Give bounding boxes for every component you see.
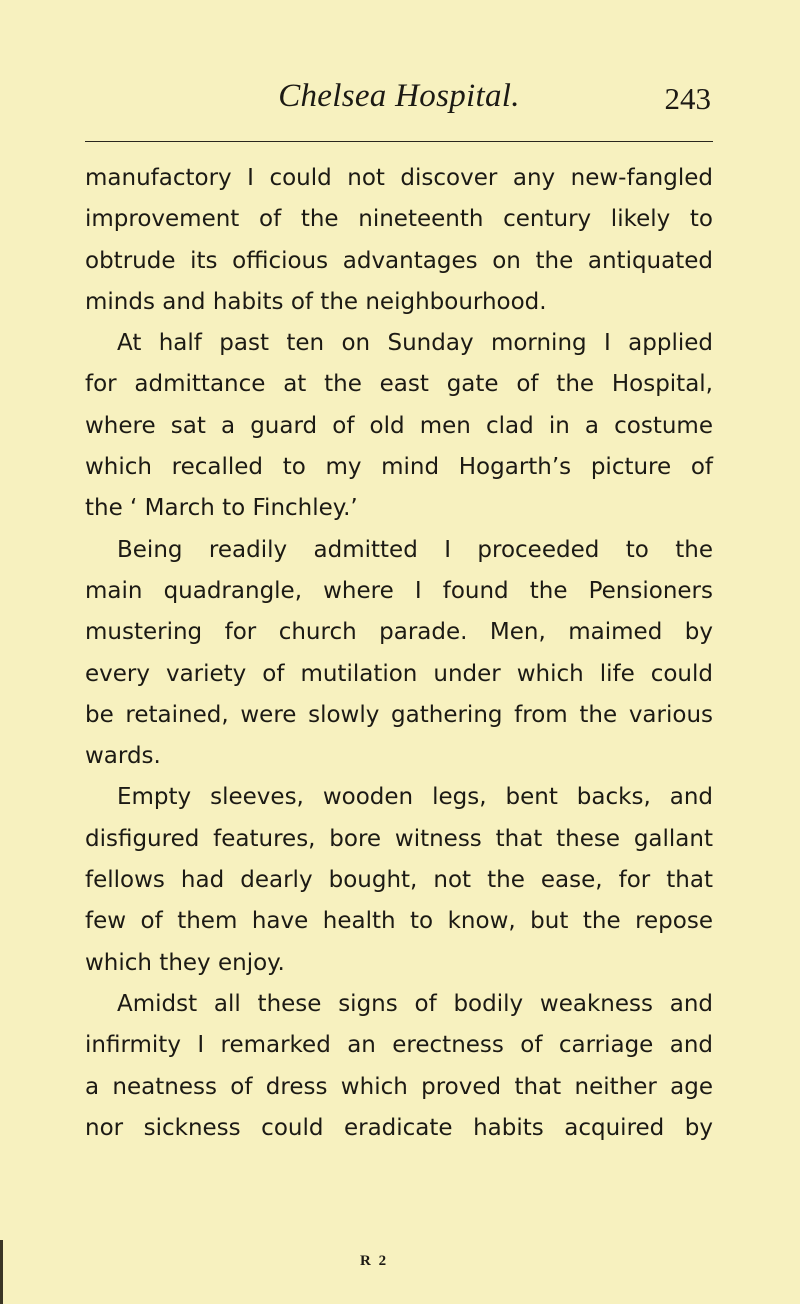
running-title: Chelsea Hospital. bbox=[278, 78, 520, 114]
text-line: nor sickness could eradicate habits acquired by bbox=[85, 1114, 713, 1141]
page-edge-shadow bbox=[0, 1240, 3, 1304]
text-line: be retained, were slowly gathering from the various bbox=[85, 701, 713, 728]
text-line: which recalled to my mind Hogarth’s picture of bbox=[85, 454, 713, 481]
signature-mark: R 2 bbox=[360, 1253, 389, 1269]
text-line: Being readily admitted I proceeded to the bbox=[117, 536, 713, 563]
text-line: At half past ten on Sunday morning I applied bbox=[117, 330, 713, 357]
text-line: obtrude its officious advantages on the antiquated bbox=[85, 247, 713, 274]
text-line: where sat a guard of old men clad in a costume bbox=[85, 412, 713, 439]
text-line: disfigured features, bore witness that these gallant bbox=[85, 825, 713, 852]
text-line: wards. bbox=[85, 743, 161, 770]
text-line: manufactory I could not discover any new-fangled bbox=[85, 165, 713, 191]
text-line: the ‘ March to Finchley.’ bbox=[85, 495, 358, 522]
text-line: Amidst all these signs of bodily weakness and bbox=[117, 990, 713, 1017]
text-line: mustering for church parade. Men, maimed by bbox=[85, 619, 713, 646]
body-text bbox=[85, 158, 713, 1149]
page-number: 243 bbox=[664, 81, 711, 116]
text-line: improvement of the nineteenth century likely to bbox=[85, 206, 713, 233]
text-line: Empty sleeves, wooden legs, bent backs, and bbox=[117, 784, 713, 811]
text-line: every variety of mutilation under which life could bbox=[85, 660, 713, 687]
page-header bbox=[85, 70, 713, 130]
text-line: infirmity I remarked an erectness of carriage and bbox=[85, 1032, 713, 1059]
header-rule bbox=[85, 141, 713, 142]
text-line: which they enjoy. bbox=[85, 949, 285, 976]
text-line: main quadrangle, where I found the Pensioners bbox=[85, 577, 713, 604]
text-line: for admittance at the east gate of the Hospital, bbox=[85, 371, 713, 398]
text-line: fellows had dearly bought, not the ease, for that bbox=[85, 867, 713, 894]
text-line: minds and habits of the neighbourhood. bbox=[85, 288, 547, 315]
text-line: a neatness of dress which proved that neither age bbox=[85, 1073, 713, 1100]
text-line: few of them have health to know, but the repose bbox=[85, 908, 713, 935]
